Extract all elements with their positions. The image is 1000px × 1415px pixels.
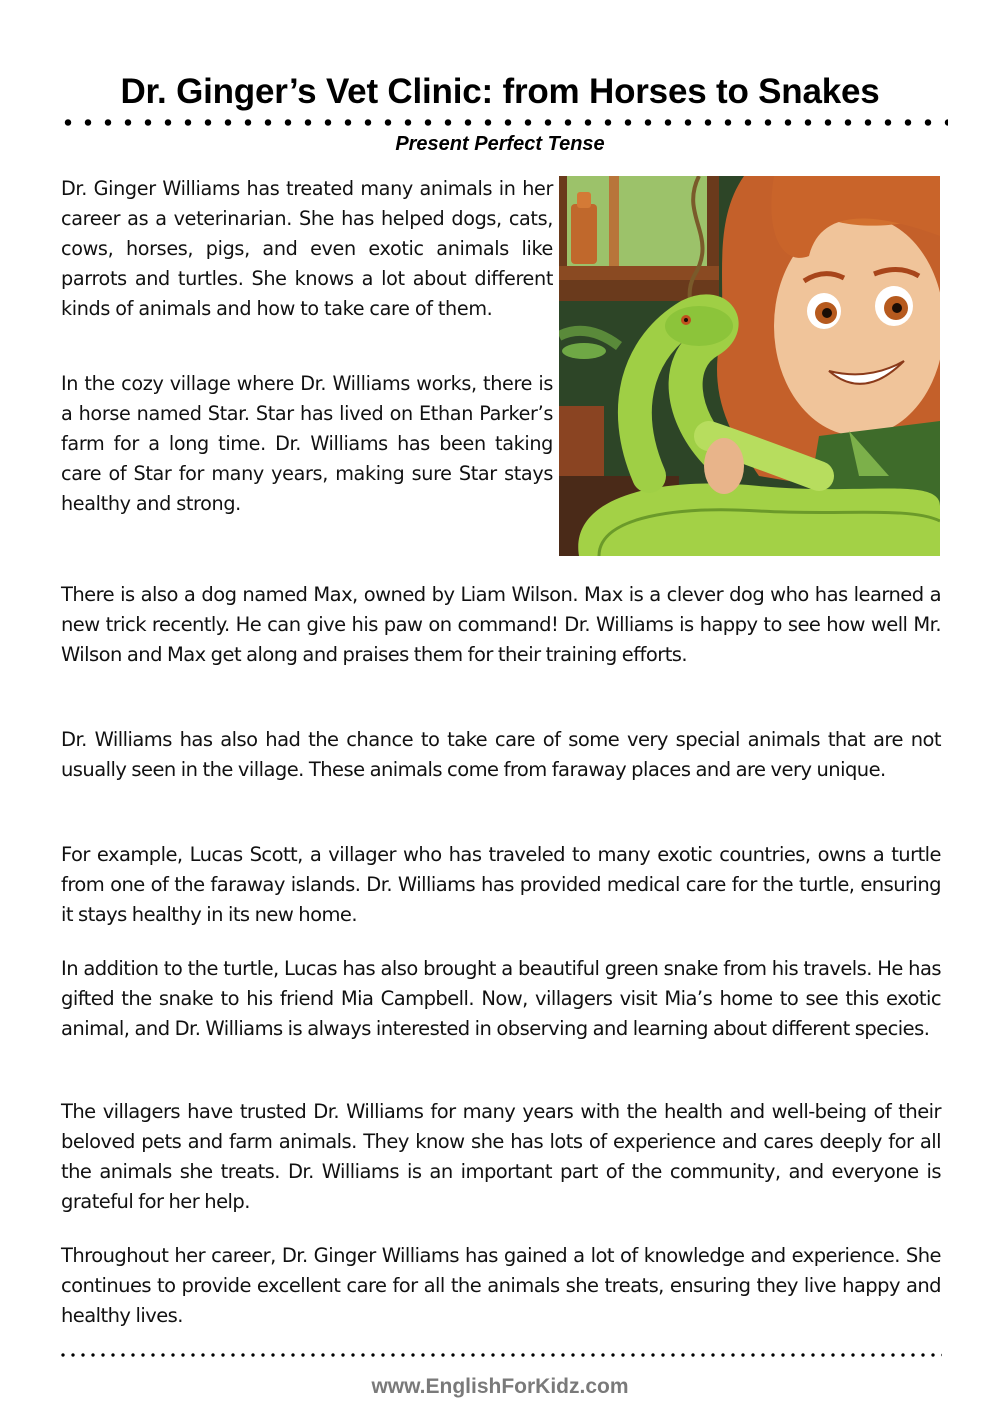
paragraph-7: The villagers have trusted Dr. Williams for many years with the health and well-being of their beloved pets and farm animals. They know she has lots of experience and cares deeply for all the animals she treats. Dr. Williams is an important part of the community, and everyone is grateful for her help. bbox=[61, 1100, 941, 1213]
paragraph-5: For example, Lucas Scott, a villager who has traveled to many exotic countries, owns a turtle from one of the faraway islands. Dr. Williams has provided medical care for the turtle, ensuring it stays healthy in its new home. bbox=[61, 843, 941, 926]
paragraph-6: In addition to the turtle, Lucas has also brought a beautiful green snake from his travels. He has gifted the snake to his friend Mia Campbell. Now, villagers visit Mia’s home to see this exotic animal, and Dr. Williams is always interested in observing and learning about different species. bbox=[61, 957, 941, 1040]
woman-holding-green-snake-icon bbox=[559, 176, 940, 556]
paragraph-8: Throughout her career, Dr. Ginger Williams has gained a lot of knowledge and experience. She continues to provide excellent care for all the animals she treats, ensuring they live happy and healthy lives. bbox=[61, 1244, 941, 1327]
paragraph-4: Dr. Williams has also had the chance to take care of some very special animals that are not usually seen in the village. These animals come from faraway places and are very unique. bbox=[61, 728, 941, 781]
vet-with-snake-illustration bbox=[559, 176, 940, 556]
paragraph-2: In the cozy village where Dr. Williams works, there is a horse named Star. Star has lived on Ethan Parker’s farm for a long time. Dr. Williams has been taking care of Star for many years, making sure Star stays healthy and strong. bbox=[61, 372, 553, 515]
website-footer-link[interactable]: www.EnglishForKidz.com bbox=[371, 1375, 629, 1398]
worksheet-subtitle: Present Perfect Tense bbox=[395, 133, 605, 155]
title-dotted-divider bbox=[58, 119, 948, 126]
paragraph-3: There is also a dog named Max, owned by Liam Wilson. Max is a clever dog who has learned a new trick recently. He can give his paw on command! Dr. Williams is happy to see how well Mr. Wilson and Max get along and praises them for their training efforts. bbox=[61, 583, 941, 666]
paragraph-1: Dr. Ginger Williams has treated many animals in her career as a veterinarian. She has helped dogs, cats, cows, horses, pigs, and even exotic animals like parrots and turtles. She knows a lot about different kinds of animals and how to take care of them. bbox=[61, 177, 553, 320]
footer-dotted-divider bbox=[58, 1353, 942, 1357]
worksheet-title: Dr. Ginger’s Vet Clinic: from Horses to Snakes bbox=[120, 72, 880, 111]
